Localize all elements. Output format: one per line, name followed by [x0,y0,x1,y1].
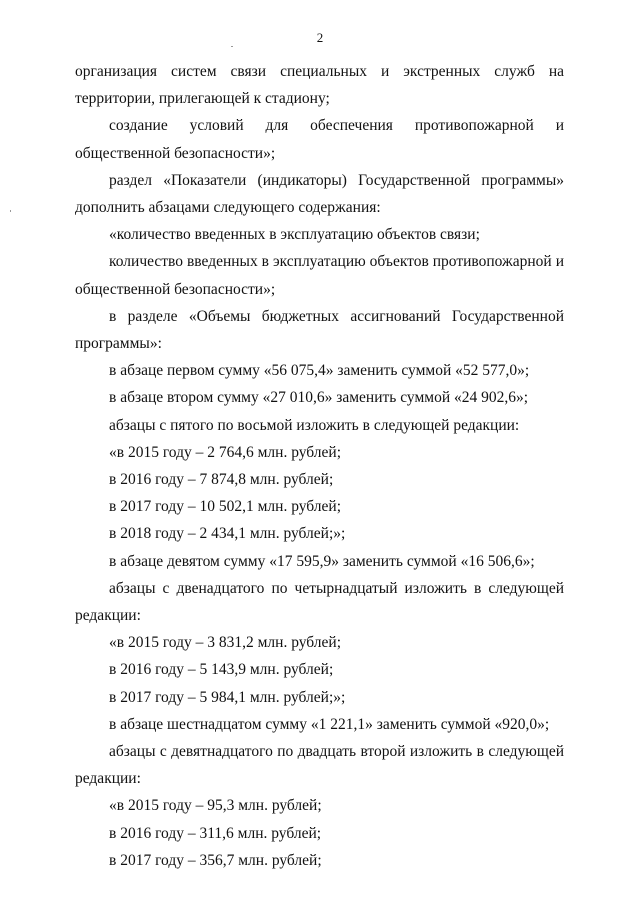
paragraph: абзацы с двенадцатого по четырнадцатый изложить в следующей редакции: [75,579,564,625]
document-body [75,58,564,874]
paragraph: в абзаце втором сумму «27 010,6» заменить суммой «24 902,6»; [109,389,529,407]
paragraph: организация систем связи специальных и экстренных служб на территории, прилегающей к стадиону; [75,63,564,108]
paragraph: в 2017 году – 356,7 млн. рублей; [109,851,322,869]
scan-speck [10,210,11,212]
paragraph: в абзаце первом сумму «56 075,4» заменить суммой «52 577,0»; [109,362,530,380]
paragraph: «в 2015 году – 95,3 млн. рублей; [109,797,322,815]
paragraph: в абзаце девятом сумму «17 595,9» заменить суммой «16 506,6»; [109,552,535,570]
paragraph: в абзаце шестнадцатом сумму «1 221,1» заменить суммой «920,0»; [109,715,550,733]
paragraph: в разделе «Объемы бюджетных ассигнований Государственной программы»: [75,307,564,353]
paragraph: в 2018 году – 2 434,1 млн. рублей;»; [109,525,346,543]
paragraph: в 2017 году – 10 502,1 млн. рублей; [109,498,342,516]
paragraph: в 2016 году – 7 874,8 млн. рублей; [109,471,334,489]
page-number: 2 [316,30,324,45]
paragraph: в 2017 году – 5 984,1 млн. рублей;»; [109,688,346,706]
paragraph: «в 2015 году – 2 764,6 млн. рублей; [109,443,342,461]
paragraph: «количество введенных в эксплуатацию объектов связи; [109,226,480,244]
paragraph: количество введенных в эксплуатацию объектов противопожарной и общественной безопасности»; [75,253,564,298]
paragraph: создание условий для обеспечения противопожарной и общественной безопасности»; [75,117,564,162]
paragraph: в 2016 году – 5 143,9 млн. рублей; [109,661,334,679]
paragraph: раздел «Показатели (индикаторы) Государственной программы» дополнить абзацами следующего содержания: [75,171,564,217]
paragraph: «в 2015 году – 3 831,2 млн. рублей; [109,634,342,652]
paragraph: абзацы с пятого по восьмой изложить в следующей редакции: [109,416,520,434]
paragraph: абзацы с девятнадцатого по двадцать второй изложить в следующей редакции: [75,743,564,788]
scan-speck [231,46,233,47]
paragraph: в 2016 году – 311,6 млн. рублей; [109,824,322,842]
